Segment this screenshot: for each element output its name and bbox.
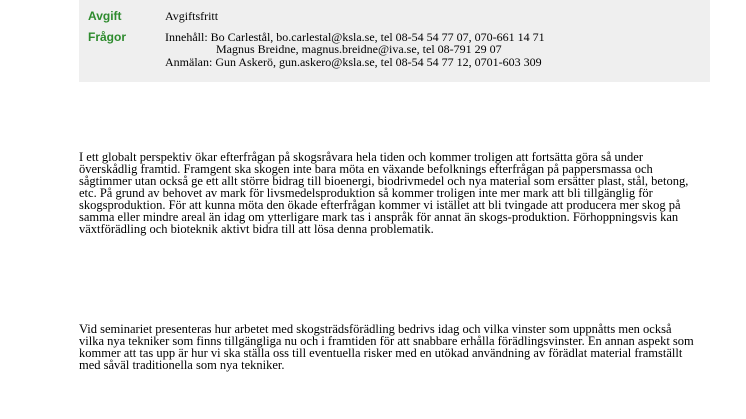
questions-label: Frågor bbox=[88, 30, 127, 44]
registration-contact-line: Anmälan: Gun Askerö, gun.askero@ksla.se, tel 08-54 54 77 12, 0701-603 309 bbox=[165, 55, 542, 69]
content-contact-line-2: Magnus Breidne, magnus.breidne@iva.se, tel 08-791 29 07 bbox=[216, 42, 502, 56]
body-paragraph-1: I ett globalt perspektiv ökar efterfrågan på skogsråvara hela tiden och kommer troligen att fortsätta göra så under överskådlig framtid. Framgent ska skogen inte bara möta en växande befolknings efterfrågan på pappersmassa och sågtimmer utan också ge ett allt större bidrag till bioenergi, biodrivmedel och nya material som ersätter plast, stål, betong, etc. På grund av behovet av mark för livsmedelsproduktion så kommer troligen inte mer mark att bli tillgänglig för skogsproduktion. För att kunna möta den ökade efterfrågan kommer vi istället att bli tvingade att producera mer skog på samma eller mindre areal än idag om ytterligare mark tas i anspråk för annat än skogs-produktion. Förhoppningsvis kan växtförädling och bioteknik aktivt bidra till att lösa denna problematik. bbox=[79, 150, 689, 236]
fee-value: Avgiftsfritt bbox=[165, 9, 219, 23]
fee-label: Avgift bbox=[88, 9, 122, 23]
content-contact-line: Innehåll: Bo Carlestål, bo.carlestal@ksla.se, tel 08-54 54 77 07, 070-661 14 71 bbox=[165, 30, 545, 44]
body-paragraph-2: Vid seminariet presenteras hur arbetet med skogsträdsförädling bedrivs idag och vilka vinster som uppnåtts men också vilka nya tekniker som finns tillgängliga nu och i framtiden för att snabbare erhålla förädlingsvinster. En annan aspekt som kommer att tas upp är hur vi ska ställa oss till eventuella risker med en utökad användning av förädlat material framställt med såväl traditionella som nya tekniker. bbox=[79, 322, 694, 372]
event-info-box bbox=[79, 0, 710, 82]
